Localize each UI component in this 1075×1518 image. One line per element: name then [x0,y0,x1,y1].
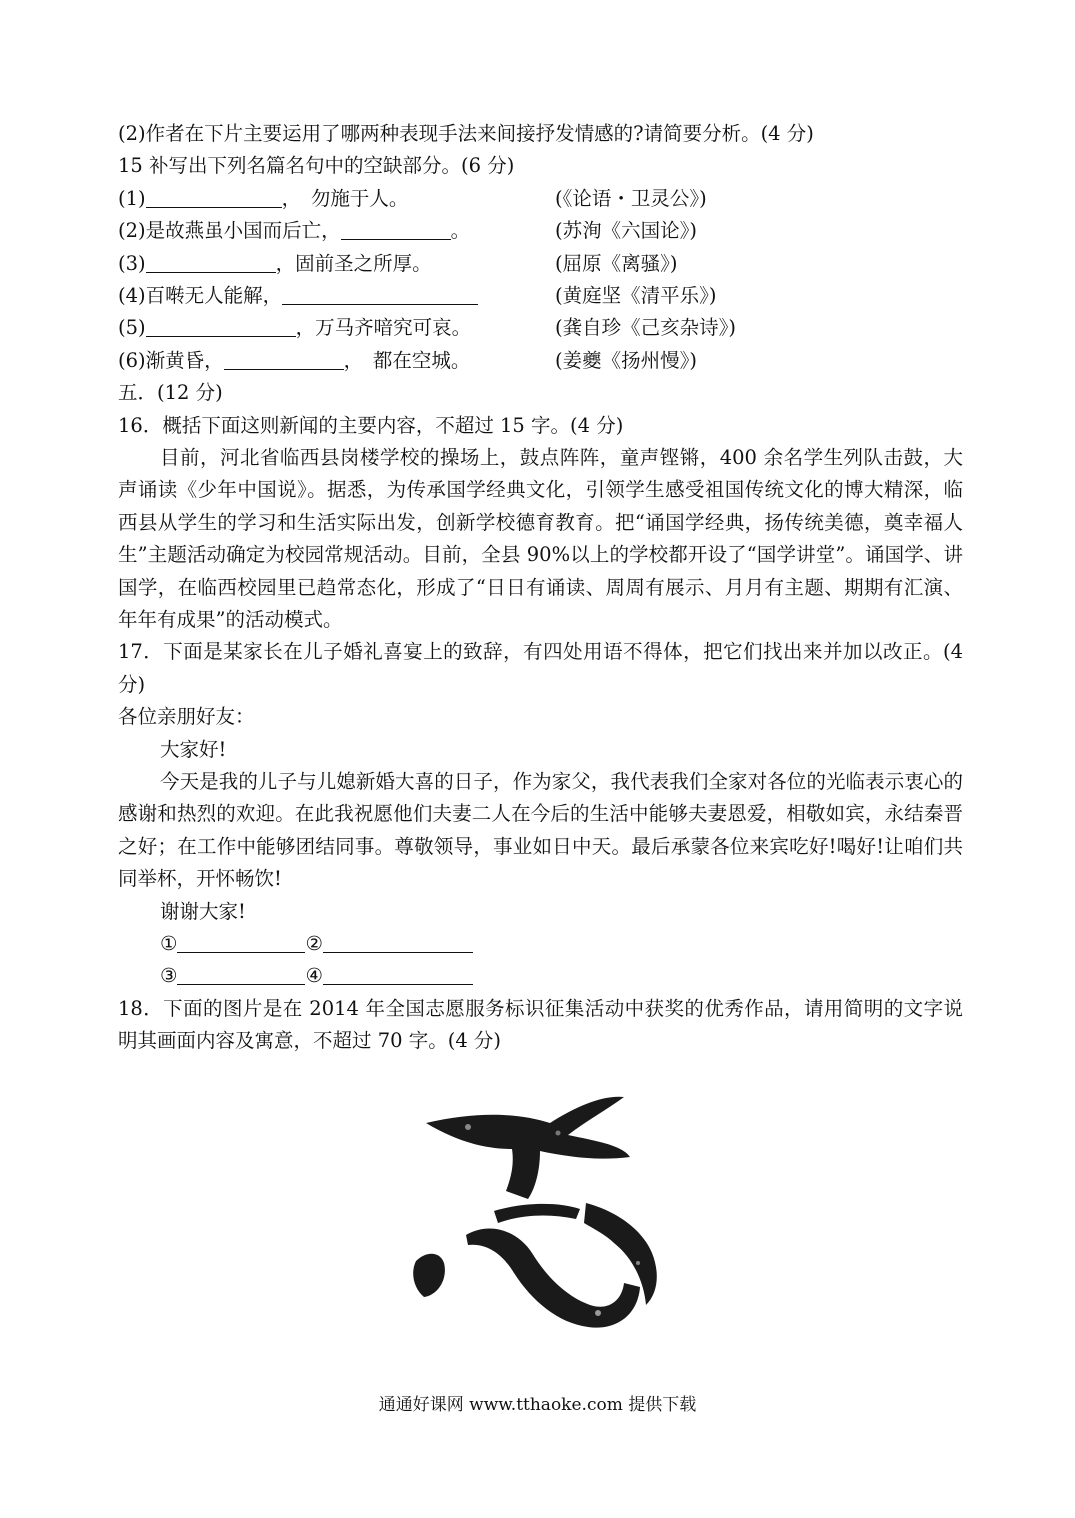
answer-blank[interactable] [177,932,305,953]
answer-mark-4: ④ [305,964,323,988]
q15-item-5-source: (龚自珍《己亥杂诗》) [555,316,736,340]
q16-heading: 16．概括下面这则新闻的主要内容，不超过 15 字。(4 分) [118,413,624,437]
footer-credit: 通通好课网 www.tthaoke.com 提供下载 [378,1395,697,1415]
answer-mark-3: ③ [160,964,178,988]
q14-part2: (2)作者在下片主要运用了哪两种表现手法来间接抒发情感的?请简要分析。(4 分) [118,122,814,145]
q15-item-2-suffix: 。 [450,219,471,243]
volunteer-logo-image [408,1083,668,1333]
q15-item-1-suffix: ， 勿施于人。 [281,186,409,210]
section-5-heading: 五．(12 分) [118,381,223,405]
q15-item-1-prefix: (1) [118,186,146,210]
q15-item-2 [118,215,963,247]
q17-answer-row-1 [118,928,963,960]
q15-item-1-source: (《论语・卫灵公》) [555,186,707,210]
q17-answer-row-2 [118,960,963,992]
q17-salutation: 各位亲朋好友： [118,705,255,729]
q15-item-2-source: (苏洵《六国论》) [555,219,697,243]
q15-item-3 [118,248,963,280]
q17-greeting: 大家好! [160,737,227,761]
q15-item-6 [118,345,963,377]
q15-item-5-suffix: ，万马齐喑究可哀。 [295,316,472,340]
answer-blank[interactable] [224,349,344,370]
q15-item-5-prefix: (5) [118,316,146,340]
answer-blank[interactable] [341,219,451,240]
answer-blank[interactable] [146,252,276,273]
answer-blank[interactable] [323,964,473,985]
q15-heading: 15 补写出下列名篇名句中的空缺部分。(6 分) [118,154,515,178]
q15-item-4-source: (黄庭坚《清平乐》) [555,283,717,307]
q17-heading: 17．下面是某家长在儿子婚礼喜宴上的致辞，有四处用语不得体，把它们找出来并加以改正。(4 分) [118,640,963,696]
answer-blank[interactable] [146,187,282,208]
q15-item-3-source: (屈原《离骚》) [555,251,678,275]
answer-blank[interactable] [146,316,296,337]
q18-heading: 18．下面的图片是在 2014 年全国志愿服务标识征集活动中获奖的优秀作品，请用简明的文字说明其画面内容及寓意，不超过 70 字。(4 分) [118,996,963,1053]
q15-item-1 [118,183,963,215]
q15-item-2-prefix: (2)是故燕虽小国而后亡， [118,219,341,243]
answer-mark-2: ② [305,931,323,955]
q17-speech-text: 今天是我的儿子与儿媳新婚大喜的日子，作为家父，我代表我们全家对各位的光临表示衷心的感谢和热烈的欢迎。在此我祝愿他们夫妻二人在今后的生活中能够夫妻恩爱，相敬如宾，永结秦晋之好；在工作中能够团结同事。尊敬领导，事业如日中天。最后承蒙各位来宾吃好!喝好!让咱们共同举杯，开怀畅饮! [118,769,963,891]
q15-item-6-source: (姜夔《扬州慢》) [555,348,697,372]
exam-page [118,118,963,1058]
q15-item-4 [118,280,963,312]
q15-item-5 [118,312,963,344]
answer-blank[interactable] [177,964,305,985]
answer-blank[interactable] [323,932,473,953]
q17-closing: 谢谢大家! [160,899,246,923]
q16-news-text: 目前，河北省临西县岗楼学校的操场上，鼓点阵阵，童声铿锵，400 余名学生列队击鼓，大声诵读《少年中国说》。据悉，为传承国学经典文化，引领学生感受祖国传统文化的博大精深，临西县从学生的学习和生活实际出发，创新学校德育教育。把“诵国学经典，扬传统美德，奠幸福人生”主题活动确定为校园常规活动。目前，全县 90%以上的学校都开设了“国学讲堂”。诵国学、讲国学，在临西校园里已趋常态化，形成了“日日有诵读、周周有展示、月月有主题、期期有汇演、年年有成果”的活动模式。 [118,445,963,631]
answer-mark-1: ① [160,931,178,955]
q15-item-3-suffix: ，固前圣之所厚。 [275,251,432,275]
q15-item-3-prefix: (3) [118,251,146,275]
q15-item-6-prefix: (6)渐黄昏， [118,348,224,372]
answer-blank[interactable] [282,284,478,305]
q15-item-4-prefix: (4)百啭无人能解， [118,283,283,307]
q15-item-6-suffix: ， 都在空城。 [343,348,471,372]
